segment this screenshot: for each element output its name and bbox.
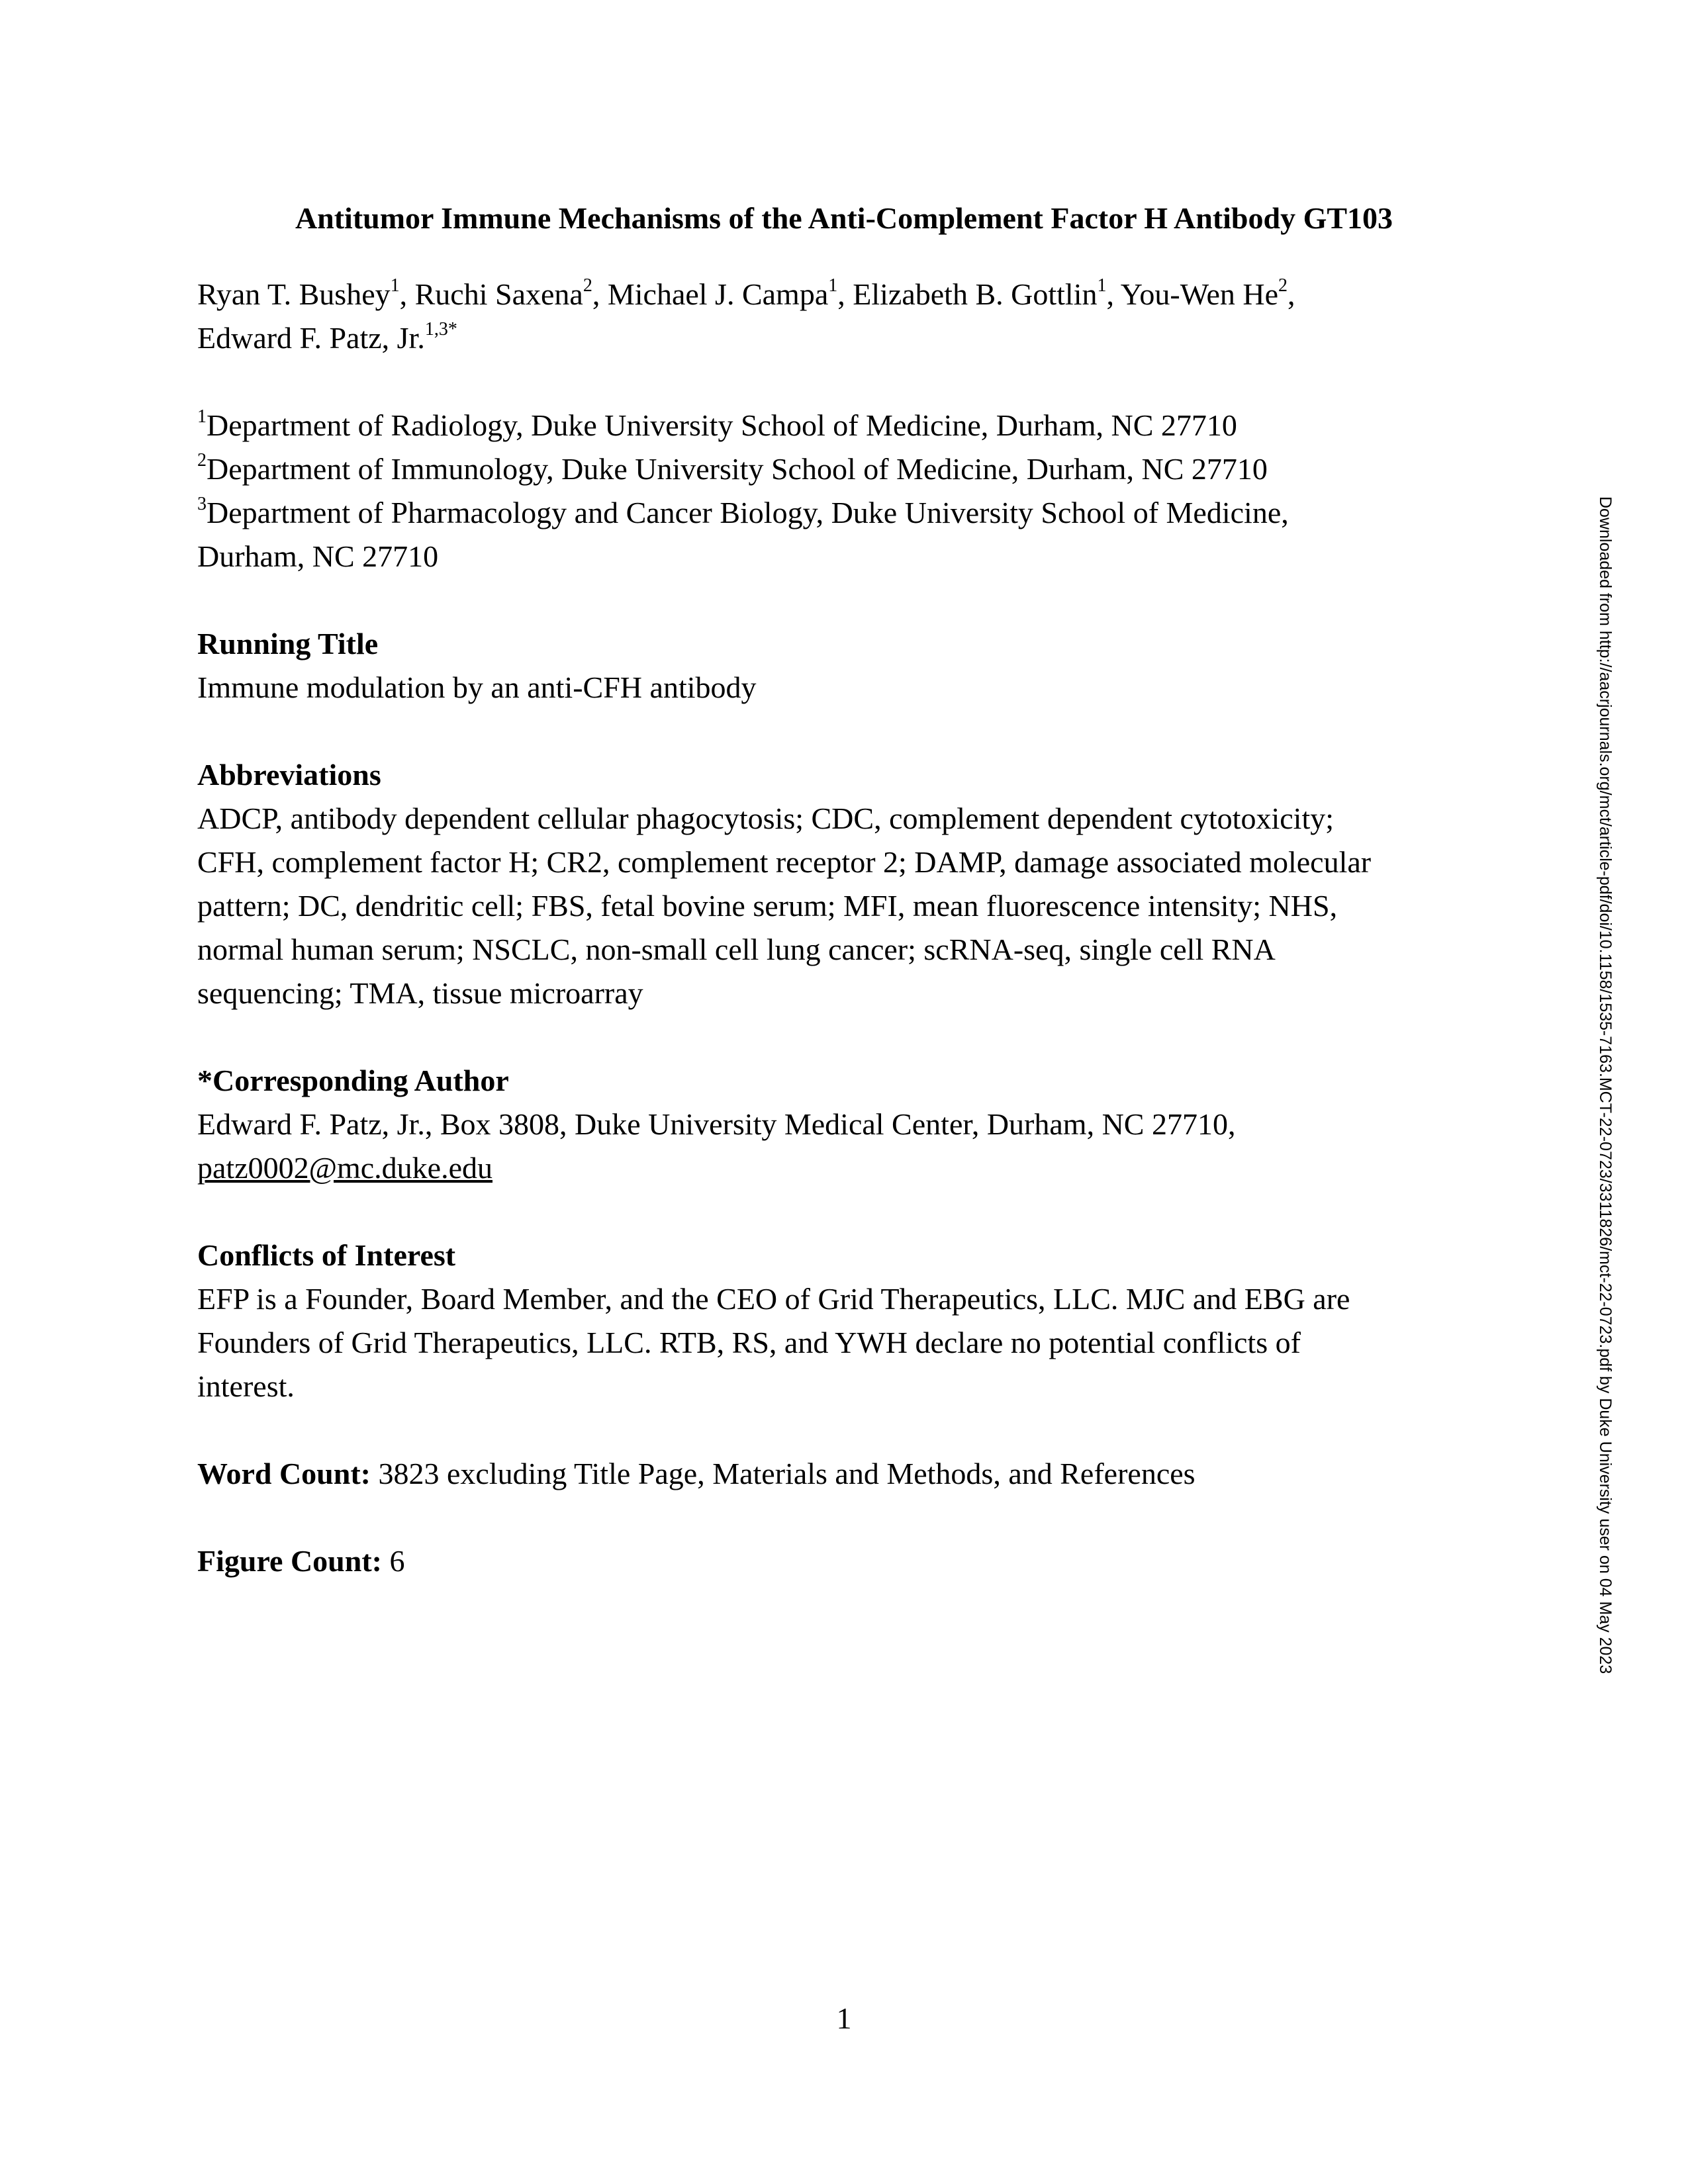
affiliation-text: Department of Pharmacology and Cancer Biology, Duke University School of Medicine, [207, 496, 1289, 529]
affiliation-item [197, 404, 1495, 447]
page-number: 1 [836, 2001, 852, 2035]
running-title-section [197, 622, 1495, 709]
affiliation-text: Department of Immunology, Duke University School of Medicine, Durham, NC 27710 [207, 452, 1268, 486]
abbreviations-line: ADCP, antibody dependent cellular phagocytosis; CDC, complement dependent cytotoxicity; [197, 801, 1335, 835]
author-affiliation-marker: 1 [1097, 275, 1107, 296]
download-watermark: Downloaded from http://aacrjournals.org/mct/article-pdf/doi/10.1158/1535-7163.MCT-22-0723/3311826/mct-22-0723.pdf by Duke University user on 04 May 2023 [1596, 496, 1615, 1674]
word-count-value: 3823 excluding Title Page, Materials and Methods, and References [370, 1457, 1196, 1490]
conflicts-line: EFP is a Founder, Board Member, and the CEO of Grid Therapeutics, LLC. MJC and EBG are [197, 1282, 1350, 1316]
conflicts-line: Founders of Grid Therapeutics, LLC. RTB, RS, and YWH declare no potential conflicts of [197, 1326, 1301, 1359]
author-separator: , [399, 277, 415, 311]
figure-count-label: Figure Count: [197, 1544, 382, 1578]
abbreviations-line: CFH, complement factor H; CR2, complement receptor 2; DAMP, damage associated molecular [197, 845, 1372, 879]
author-list [197, 273, 1495, 360]
author-name: Ruchi Saxena [414, 277, 583, 311]
conflicts-line: interest. [197, 1369, 295, 1403]
word-count-line [197, 1452, 1495, 1496]
running-title-text: Immune modulation by an anti-CFH antibody [197, 670, 757, 704]
affiliation-marker: 3 [197, 493, 207, 514]
author-name: Michael J. Campa [607, 277, 829, 311]
affiliation-item [197, 491, 1495, 535]
author-affiliation-marker: 2 [583, 275, 592, 296]
affiliation-text: Department of Radiology, Duke University School of Medicine, Durham, NC 27710 [207, 408, 1237, 442]
author-affiliation-marker: 1 [390, 275, 400, 296]
corresponding-author-section [197, 1059, 1495, 1190]
author-separator: , [1106, 277, 1121, 311]
affiliation-marker: 1 [197, 406, 207, 427]
author-affiliation-marker: 1,3* [424, 318, 457, 340]
figure-count-line [197, 1539, 1495, 1583]
author-name: Ryan T. Bushey [197, 277, 391, 311]
email-line [197, 1146, 1495, 1190]
word-count-label: Word Count: [197, 1457, 371, 1490]
affiliation-list [197, 404, 1495, 578]
title-page-body [197, 273, 1495, 1583]
author-separator: , [837, 277, 853, 311]
affiliation-marker: 2 [197, 449, 207, 471]
figure-count-value: 6 [382, 1544, 405, 1578]
word-count [197, 1452, 1495, 1496]
affiliation-continuation: Durham, NC 27710 [197, 539, 439, 573]
section-heading: *Corresponding Author [197, 1064, 509, 1097]
author-name: Elizabeth B. Gottlin [853, 277, 1098, 311]
section-heading: Abbreviations [197, 758, 381, 792]
section-heading: Conflicts of Interest [197, 1238, 456, 1272]
corresponding-author-email-link[interactable]: patz0002@mc.duke.edu [197, 1151, 493, 1185]
abbreviations-line: normal human serum; NSCLC, non-small cell lung cancer; scRNA-seq, single cell RNA [197, 933, 1276, 966]
author-affiliation-marker: 2 [1278, 275, 1288, 296]
author-separator: , [1288, 277, 1295, 311]
author-line-2 [197, 316, 1495, 360]
abbreviations-line: sequencing; TMA, tissue microarray [197, 976, 643, 1010]
conflicts-section [197, 1234, 1495, 1408]
section-heading: Running Title [197, 627, 379, 660]
author-affiliation-marker: 1 [828, 275, 838, 296]
paper-title: Antitumor Immune Mechanisms of the Anti-Complement Factor H Antibody GT103 [295, 201, 1393, 235]
author-separator: , [592, 277, 608, 311]
abbreviations-section [197, 753, 1495, 1015]
author-line-1 [197, 273, 1495, 316]
figure-count [197, 1539, 1495, 1583]
author-name: Edward F. Patz, Jr. [197, 321, 425, 355]
author-name: You-Wen He [1120, 277, 1279, 311]
affiliation-item [197, 447, 1495, 491]
corresponding-author-address: Edward F. Patz, Jr., Box 3808, Duke University Medical Center, Durham, NC 27710, [197, 1107, 1236, 1141]
abbreviations-line: pattern; DC, dendritic cell; FBS, fetal bovine serum; MFI, mean fluorescence intensity; NHS, [197, 889, 1338, 923]
